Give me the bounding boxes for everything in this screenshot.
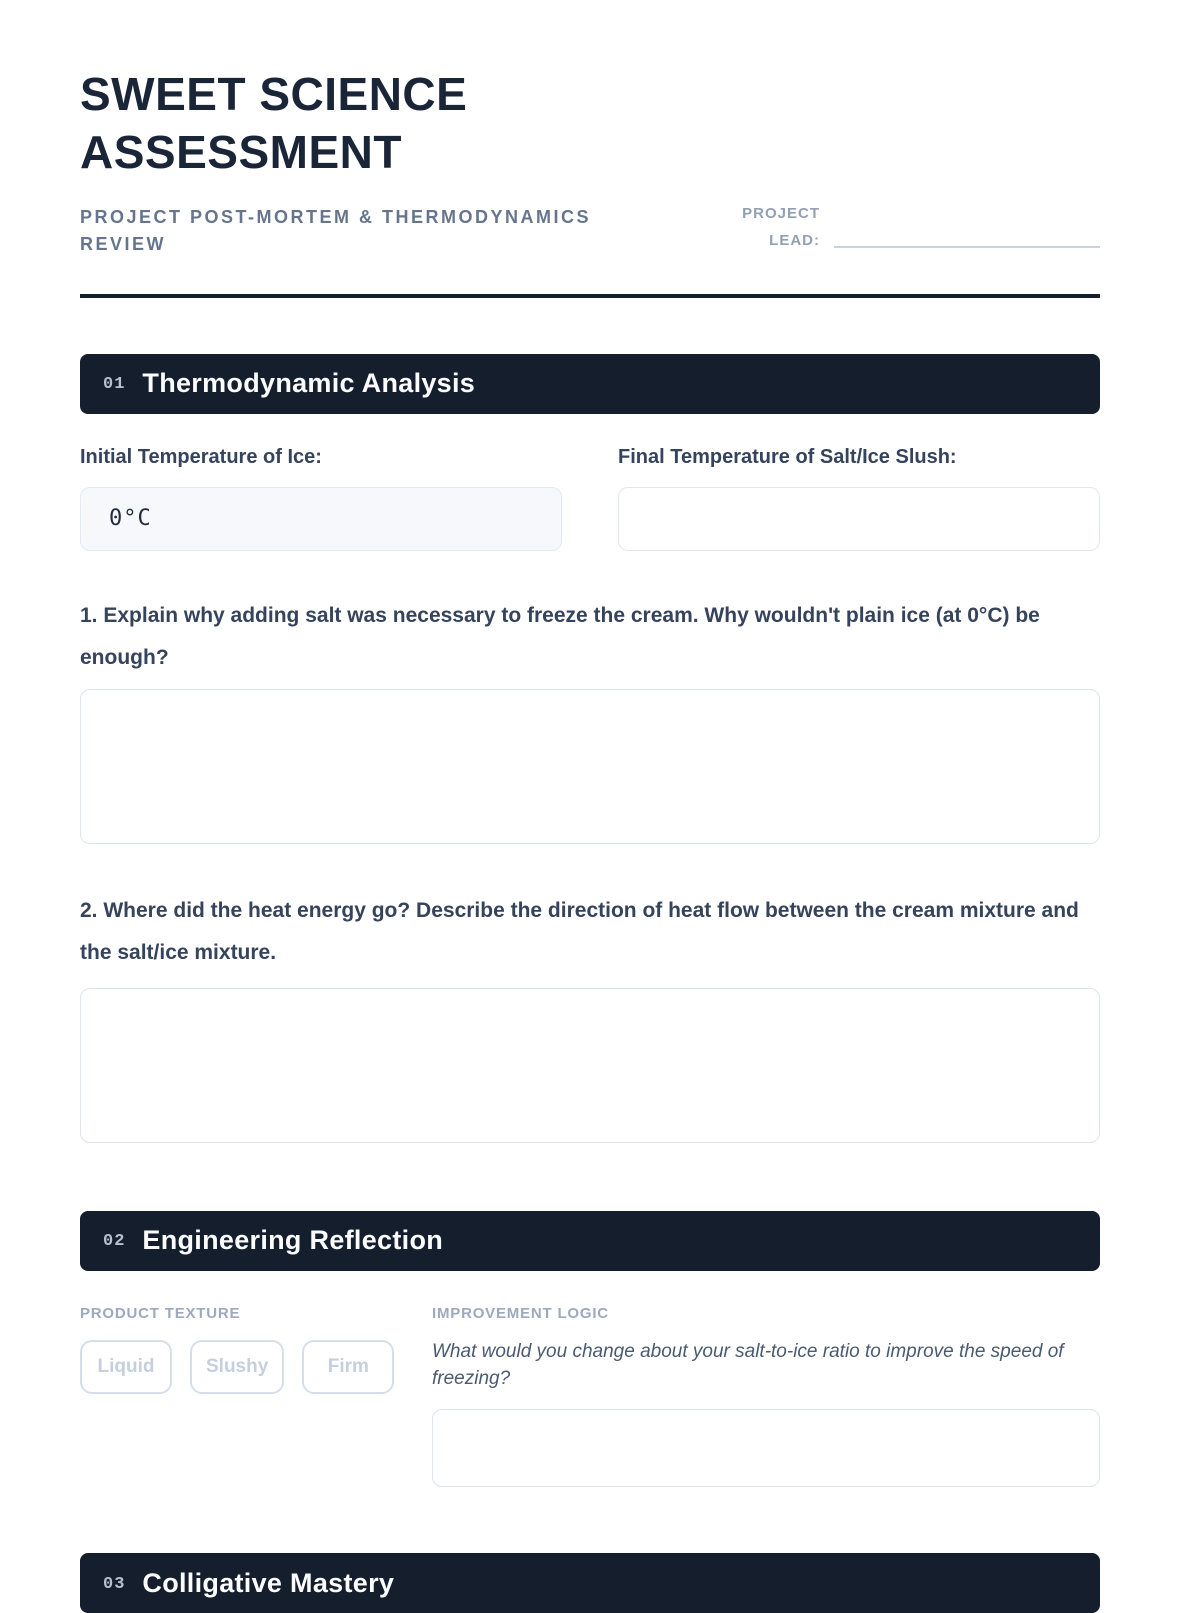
section-header-thermodynamic-analysis: [80, 354, 1100, 414]
project-lead-block: [728, 201, 1100, 258]
section-number: 03: [103, 1574, 126, 1594]
final-temperature-label: Final Temperature of Salt/Ice Slush:: [618, 445, 957, 468]
question-1-text: 1. Explain why adding salt was necessary to freeze the cream. Why wouldn't plain ice (at 0°C) be enough?: [80, 603, 1040, 669]
product-texture-label: PRODUCT TEXTURE: [80, 1304, 241, 1322]
product-texture-column: [80, 1305, 432, 1487]
improvement-logic-column: [432, 1305, 1100, 1487]
improvement-logic-label: IMPROVEMENT LOGIC: [432, 1304, 609, 1322]
page-subtitle: PROJECT POST-MORTEM & THERMODYNAMICS REVIEW: [80, 206, 592, 254]
initial-temperature-input: 0°C: [80, 487, 562, 551]
texture-option-slushy[interactable]: Slushy: [190, 1340, 284, 1394]
masthead: [80, 66, 1100, 258]
project-lead-label: PROJECT LEAD:: [742, 205, 820, 249]
question-2-answer-box[interactable]: [80, 988, 1100, 1143]
improvement-answer-box[interactable]: [432, 1409, 1100, 1487]
page-title: SWEET SCIENCE ASSESSMENT: [80, 68, 468, 178]
temperature-fields-row: [80, 446, 1100, 551]
section-title: Engineering Reflection: [142, 1225, 444, 1256]
section-number: 02: [103, 1232, 126, 1252]
texture-options-group: [80, 1340, 432, 1394]
section-title: Thermodynamic Analysis: [142, 368, 476, 399]
section-header-colligative-mastery: [80, 1553, 1100, 1613]
initial-temperature-label: Initial Temperature of Ice:: [80, 445, 322, 468]
improvement-question-text: What would you change about your salt-to-ice ratio to improve the speed of freezing?: [432, 1340, 1064, 1390]
section-header-engineering-reflection: [80, 1211, 1100, 1271]
section-title: Colligative Mastery: [142, 1567, 395, 1598]
texture-option-liquid[interactable]: Liquid: [80, 1340, 172, 1394]
final-temperature-field: [618, 446, 1100, 551]
engineering-columns: [80, 1305, 1100, 1487]
section-number: 01: [103, 375, 126, 395]
header-divider: [80, 294, 1100, 298]
final-temperature-input[interactable]: [618, 487, 1100, 551]
project-lead-write-in-line[interactable]: [834, 228, 1100, 248]
question-2-text: 2. Where did the heat energy go? Describe the direction of heat flow between the cream mixture and the salt/ice mixture.: [80, 898, 1079, 964]
question-1-answer-box[interactable]: [80, 689, 1100, 844]
initial-temperature-field: [80, 446, 562, 551]
texture-option-firm[interactable]: Firm: [302, 1340, 394, 1394]
masthead-left: [80, 66, 650, 258]
